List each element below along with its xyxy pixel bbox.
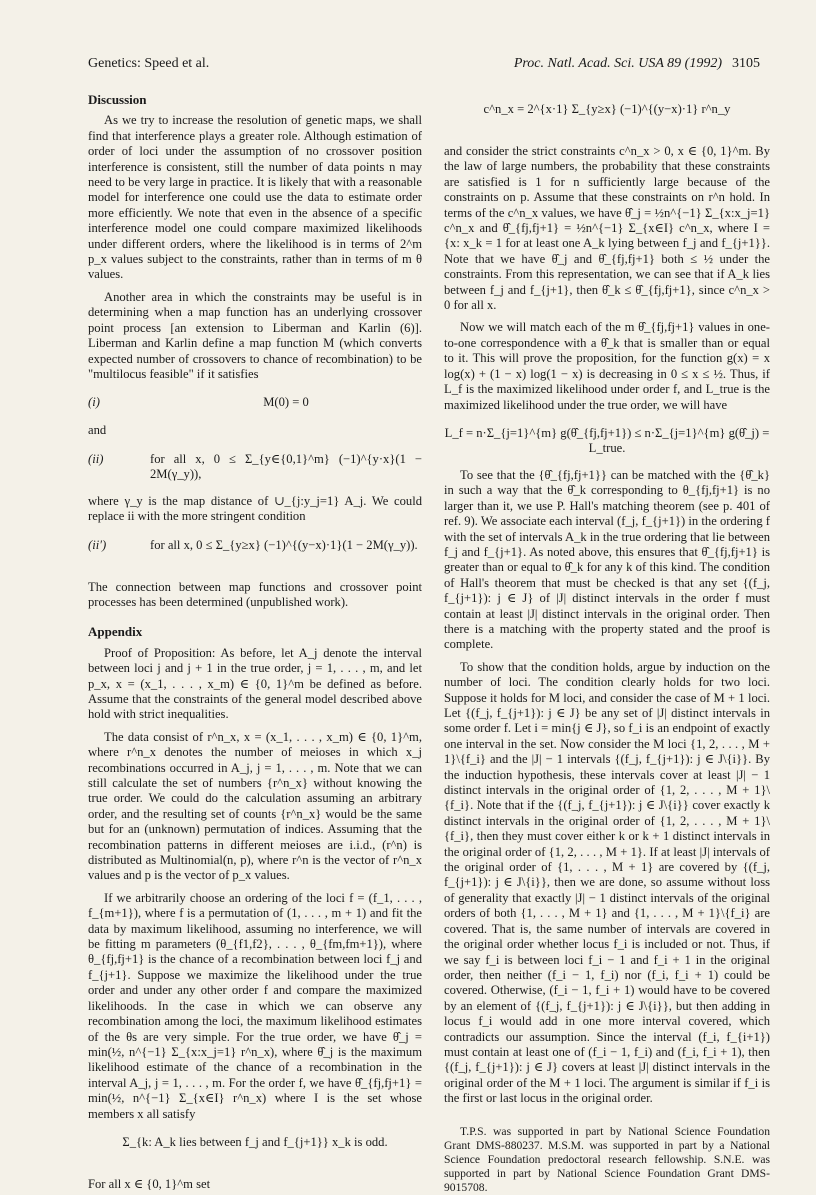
equation-i-body: M(0) = 0 (263, 395, 309, 410)
appendix-paragraph-3: If we arbitrarily choose an ordering of the loci f = (f_1, . . . , f_{m+1}), where f is a permutation of (1, . . . , m + 1) and fit the data by maximum likelihood, assuming no interference, we will be fitting m parameters (θ_{f1,f2}, . . . , θ_{fm,fm+1}), where θ_{fj,fj+1} is the chance of a recombination between loci f_j and f_{j+1}. Suppose we maximize the likelihood under the true order and under any other order f and compare the maximized likelihoods. In the case in which we can observe any recombination among the loci, the maximum likelihood estimates of the θs are very simple. For the true order, we have θ̂_j = min(½, n^{−1} Σ_{x:x_j=1} r^n_x), where θ̂_j is the maximum likelihood estimate of the chance of a recombination in the interval A_j, j = 1, . . . , m. For the order f, we have θ̂_{fj,fj+1} = min(½, n^{−1} Σ_{x∈I} r^n_x) where I is the set whose members x all satisfy (88, 890, 422, 1121)
equation-c-body: c^n_x = 2^{x·1} Σ_{y≥x} (−1)^{(y−x)·1} r^n_y (483, 102, 731, 116)
equation-i-label: (i) (88, 395, 100, 410)
discussion-paragraph-2: Another area in which the constraints may be useful is in determining when a map function has an underlying crossover point process [an extension to Liberman and Karlin (6)]. Liberman and Karlin define a map function M (which converts expected number of crossovers to chance of recombination) to be "multilocus feasible" if it satisfies (88, 289, 422, 381)
equation-ii (88, 446, 422, 488)
and-text: and (88, 423, 107, 438)
discussion-paragraph-1: As we try to increase the resolution of genetic maps, we shall find that interference plays a greater role. Although estimation of order of loci under the assumption of no crossover position interference is consistent, still the number of data points n may need to be very large in practice. It is likely that with a reasonable model for interference one could use the data to estimate order more efficiently. We note that even in the absence of a specific interference model one could compare maximized likelihoods under different orders, where the likelihood is in terms of 2^m p_x values subject to the constraints, rather than in terms of m θ values. (88, 113, 422, 282)
equation-ii-prime-body: for all x, 0 ≤ Σ_{y≥x} (−1)^{(y−x)·1}(1 − 2M(γ_y)). (150, 537, 418, 552)
appendix-heading: Appendix (88, 624, 143, 640)
equation-ii-prime (88, 532, 422, 574)
right-paragraph-3: To see that the {θ̂_{fj,fj+1}} can be matched with the {θ̂_k} in such a way that the θ̂_k corresponding to θ_{fj,fj+1} is no larger than it, we use P. Hall's matching theorem (see p. 401 of ref. 9). We associate each interval (f_j, f_{j+1}) in the ordering f with the set of intervals A_k in the true ordering that lie between f_j and f_{j+1}. As noted above, this ensures that θ̂_{fj,fj+1} is greater than or equal to θ̂_k for any k of this kind. The condition of Hall's theorem that must be checked is that any set {(f_j, f_{j+1}): j ∈ J} of |J| distinct intervals in the order f must contain at least |J| distinct intervals in the original order. Then there is a matching with the property stated and the proof is complete. (444, 467, 770, 652)
equation-ii-label: (ii) (88, 451, 104, 466)
equation-ii-body: for all x, 0 ≤ Σ_{y∈{0,1}^m} (−1)^{y·x}(1 − 2M(γ_y)), (150, 451, 422, 482)
journal-section-title: Genetics: Speed et al. (88, 56, 210, 71)
for-all-text: For all x ∈ {0, 1}^m set (88, 1176, 211, 1191)
journal-name: Proc. Natl. Acad. Sci. USA 89 (1992) (513, 56, 722, 71)
discussion-heading: Discussion (88, 92, 147, 107)
journal-citation (514, 56, 760, 72)
right-paragraph-1: and consider the strict constraints c^n_x > 0, x ∈ {0, 1}^m. By the law of large numbers, the probability that these constraints are satisfied is 1 for n sufficiently large because of the constraints on p. Assume that these constraints on r^n hold. In terms of the c^n_x values, we have θ̂_j = ½n^{−1} Σ_{x:x_j=1} c^n_x and θ̂_{fj,fj+1} = ½n^{−1} Σ_{x∈I} c^n_x, where I = {x: x_k = 1 for at least one A_k lying between f_j and f_{j+1}}. Note that we have θ̂_j and θ̂_{fj,fj+1} both ≤ ½ under the constraints. From this representation, we can see that if A_k lies between f_j and f_{j+1}, then θ̂_k ≤ θ̂_{fj,fj+1}, since c^n_x > 0 for all x. (444, 144, 770, 313)
equation-likelihood-body: L_f = n·Σ_{j=1}^{m} g(θ̂_{fj,fj+1}) ≤ n·Σ_{j=1}^{m} g(θ̂_j) = L_true. (444, 425, 770, 456)
acknowledgments: T.P.S. was supported in part by National Science Foundation Grant DMS-880237. M.S.M. was supported in part by a National Science Foundation predoctoral research fellowship. S.N.E. was supported in part by National Science Foundation Grant DMS-9015708. (444, 1124, 770, 1194)
left-column (88, 92, 422, 1191)
equation-ii-prime-label: (ii′) (88, 537, 107, 552)
appendix-paragraph-1: Proof of Proposition: As before, let A_j denote the interval between loci j and j + 1 in the true order, j = 1, . . . , m, and let p_x, x = (x_1, . . . , x_m) ∈ {0, 1}^m be defined as before. Assume that the constraints of the general model described above hold with strict inequalities. (88, 645, 422, 722)
where-text: where γ_y is the map distance of ∪_{j:y_j=1} A_j. We could replace ii with the more stringent condition (88, 493, 422, 524)
equation-sum-odd (88, 1129, 422, 1171)
right-paragraph-2: Now we will match each of the m θ̂_{fj,fj+1} values in one-to-one correspondence with a θ̂_k that is smaller than or equal to it. This will prove the proposition, for the function g(x) = x log(x) + (1 − x) log(1 − x) is decreasing in 0 ≤ x ≤ ½. Thus, if L_f is the maximized likelihood under order f, and L_true is the maximized likelihood under the true order, we will have (444, 320, 770, 412)
equation-c (444, 96, 770, 138)
page-number: 3105 (732, 56, 760, 71)
equation-sum-odd-body: Σ_{k: A_k lies between f_j and f_{j+1}} x_k is odd. (122, 1134, 388, 1149)
running-header (88, 56, 760, 76)
equation-likelihood (444, 420, 770, 462)
appendix-paragraph-2: The data consist of r^n_x, x = (x_1, . . . , x_m) ∈ {0, 1}^m, where r^n_x denotes the number of meioses in which x_j recombinations occurred in A_j, j = 1, . . . , m. Note that we can still calculate the set of numbers {r^n_x} without knowing the true order. We could do the calculation assuming an arbitrary order, and the resulting set of counts {r^n_x} would be the same but for an (unknown) permutation of indices. Assuming that the recombination patterns in different meioses are i.i.d., (r^n) is distributed as Multinomial(n, p), where r^n is the vector of r^n_x values and p is the vector of p_x values. (88, 729, 422, 883)
right-column (444, 92, 770, 1194)
right-paragraph-4: To show that the condition holds, argue by induction on the number of loci. The condition clearly holds for two loci. Suppose it holds for M loci, and consider the case of M + 1 loci. Let {(f_j, f_{j+1}): j ∈ J} be any set of |J| distinct intervals in some order f. Let i = min{j ∈ J}, so f_i is an endpoint of exactly one interval in the set. Now consider the M loci {1, 2, . . . , M + 1}\{f_i} and the |J| − 1 intervals {(f_j, f_{j+1}): j ∈ J\{i}}. By the induction hypothesis, these intervals cover at least |J| − 1 distinct intervals in the original order of {1, 2, . . . , M + 1}\{f_i}. Note that if the {(f_j, f_{j+1}): j ∈ J\{i}} cover exactly k distinct intervals in the original order of {1, 2, . . . , M + 1}\{f_i}, then they must cover either k or k + 1 distinct intervals in the original order of {1, 2, . . . , M + 1}. If at least |J| intervals of the original order of {1, . . . , M + 1} are covered by {(f_j, f_{j+1}): j ∈ J\{i}}, then we are done, so assume without loss of generality that exactly |J| − 1 distinct intervals of the original orders of both {1, . . . , M + 1} and {1, . . . , M + 1}\{f_i} are covered. That is, the same number of intervals are covered in the original order whether locus f_i is included or not. Thus, if we say f_i is between loci f_i − 1 and f_i + 1 in the original order, then neither (f_i − 1, f_i) nor (f_i, f_i + 1) could be covered. Otherwise, (f_i − 1, f_i + 1) would have to be covered by an element of {(f_j, f_{j+1}): j ∈ J\{i}}, but then adding in locus f_i would add in one more interval covered, which contradicts our assumption. Since the interval (f_i, f_{i+1}) must contain at least one of (f_i − 1, f_i) and (f_i, f_i + 1), then {(f_j, f_{j+1}): j ∈ J} covers at least |J| distinct intervals in the original order of the M + 1 loci. The argument is similar if f_i is the first or last locus in the original order. (444, 659, 770, 1106)
equation-i (88, 389, 422, 417)
connection-text: The connection between map functions and crossover point processes has been determined (unpublished work). (88, 579, 422, 609)
